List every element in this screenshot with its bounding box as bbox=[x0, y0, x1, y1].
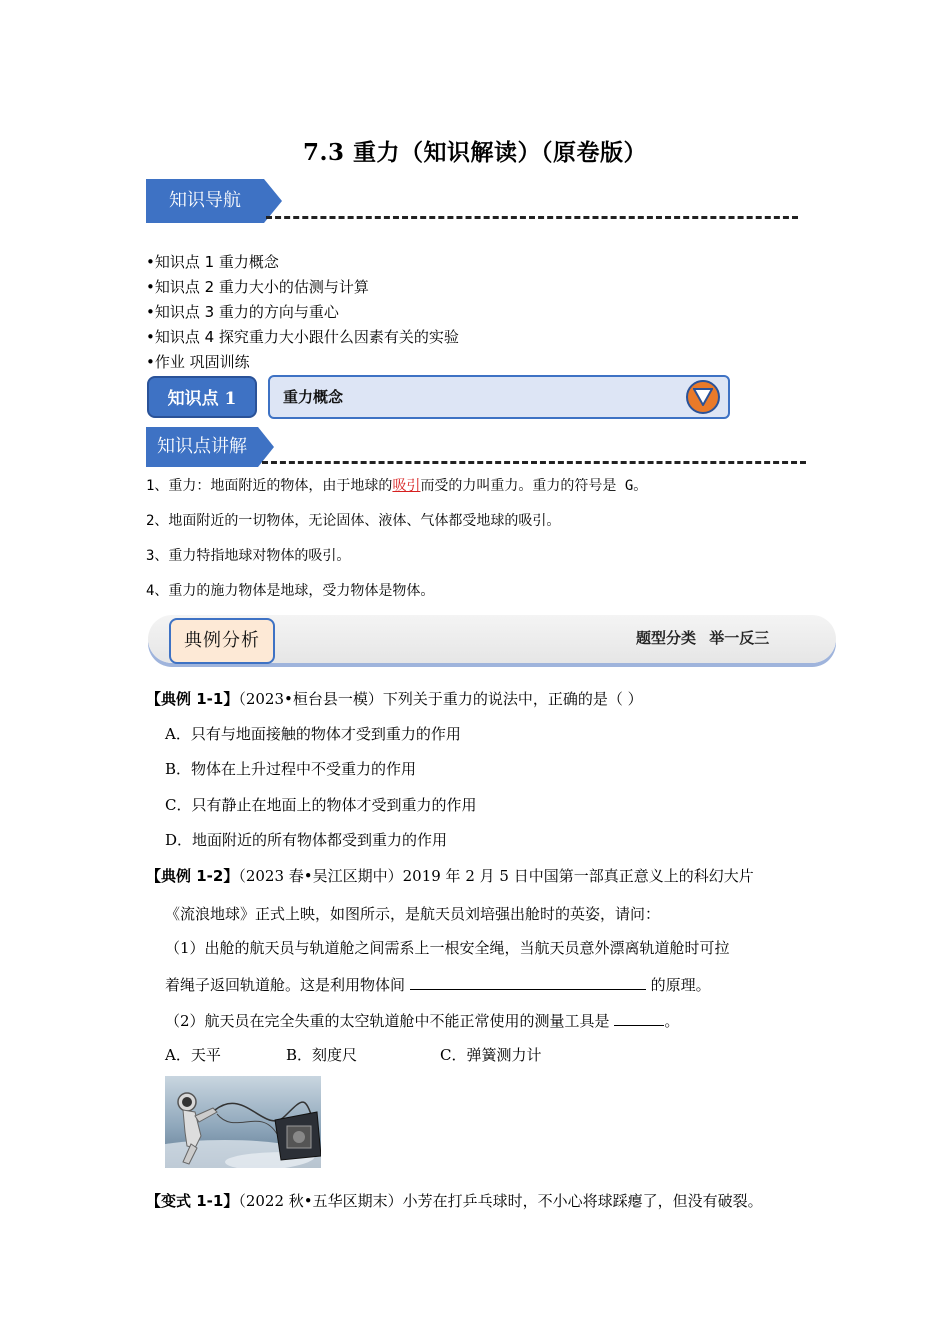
question-1-cont: 着绳子返回轨道舱。这是利用物体间 的原理。 bbox=[165, 976, 711, 994]
divider bbox=[262, 461, 806, 464]
examples-subtitle: 题型分类 举一反三 bbox=[636, 629, 770, 647]
option-c[interactable]: C．弹簧测力计 bbox=[440, 1046, 542, 1064]
question-1: （1）出舱的航天员与轨道舱之间需系上一根安全绳，当航天员意外漂离轨道舱时可拉 bbox=[165, 939, 730, 957]
option-a[interactable]: A．只有与地面接触的物体才受到重力的作用 bbox=[165, 725, 461, 743]
toc-item[interactable]: •作业 巩固训练 bbox=[146, 353, 250, 371]
point-1: 1、重力：地面附近的物体，由于地球的吸引而受的力叫重力。重力的符号是 G。 bbox=[146, 478, 648, 494]
toc-list bbox=[146, 250, 459, 375]
point-2: 2、地面附近的一切物体，无论固体、液体、气体都受地球的吸引。 bbox=[146, 513, 561, 529]
knowledge-point-tag: 知识点 1 bbox=[147, 376, 257, 418]
explanation-banner: 知识点讲解 bbox=[146, 427, 258, 467]
answer-blank[interactable] bbox=[614, 1011, 664, 1026]
triangle-down-icon bbox=[686, 380, 720, 414]
examples-tab: 典例分析 bbox=[169, 618, 275, 664]
knowledge-point-label: 重力概念 bbox=[283, 388, 344, 406]
example-1-2-stem: 【典例 1-2】（2023 春•吴江区期中）2019 年 2 月 5 日中国第一部真正意义上的科幻大片 bbox=[146, 867, 754, 885]
toc-item[interactable]: •知识点 4 探究重力大小跟什么因素有关的实验 bbox=[146, 328, 459, 346]
divider bbox=[266, 216, 798, 219]
variant-1-1-stem: 【变式 1-1】（2022 秋•五华区期末）小芳在打乒乓球时，不小心将球踩瘪了，但没有破裂。 bbox=[146, 1192, 763, 1210]
variant-label: 【变式 1-1】 bbox=[146, 1192, 239, 1210]
answer-blank[interactable] bbox=[410, 975, 646, 990]
highlight-word: 吸引 bbox=[392, 478, 421, 494]
question-2: （2）航天员在完全失重的太空轨道舱中不能正常使用的测量工具是 。 bbox=[165, 1012, 680, 1030]
point-4: 4、重力的施力物体是地球，受力物体是物体。 bbox=[146, 583, 435, 599]
toc-item[interactable]: •知识点 3 重力的方向与重心 bbox=[146, 303, 339, 321]
astronaut-image bbox=[165, 1076, 321, 1168]
option-b[interactable]: B．刻度尺 bbox=[286, 1046, 358, 1064]
option-a[interactable]: A．天平 bbox=[165, 1046, 221, 1064]
example-label: 【典例 1-1】 bbox=[146, 690, 239, 708]
knowledge-point-box bbox=[268, 375, 730, 419]
nav-banner: 知识导航 bbox=[146, 179, 264, 223]
point-3: 3、重力特指地球对物体的吸引。 bbox=[146, 548, 351, 564]
example-1-2-stem-cont: 《流浪地球》正式上映，如图所示，是航天员刘培强出舱时的英姿，请问： bbox=[165, 905, 661, 923]
page-title: 7.3 重力（知识解读）（原卷版） bbox=[302, 139, 648, 166]
option-b[interactable]: B．物体在上升过程中不受重力的作用 bbox=[165, 760, 417, 778]
explanation-points bbox=[146, 474, 647, 614]
option-c[interactable]: C．只有静止在地面上的物体才受到重力的作用 bbox=[165, 796, 477, 814]
toc-item[interactable]: •知识点 2 重力大小的估测与计算 bbox=[146, 278, 369, 296]
option-d[interactable]: D．地面附近的所有物体都受到重力的作用 bbox=[165, 831, 448, 849]
example-1-1-stem: 【典例 1-1】（2023•桓台县一模）下列关于重力的说法中，正确的是（ ） bbox=[146, 690, 643, 708]
toc-item[interactable]: •知识点 1 重力概念 bbox=[146, 253, 279, 271]
example-label: 【典例 1-2】 bbox=[146, 867, 239, 885]
